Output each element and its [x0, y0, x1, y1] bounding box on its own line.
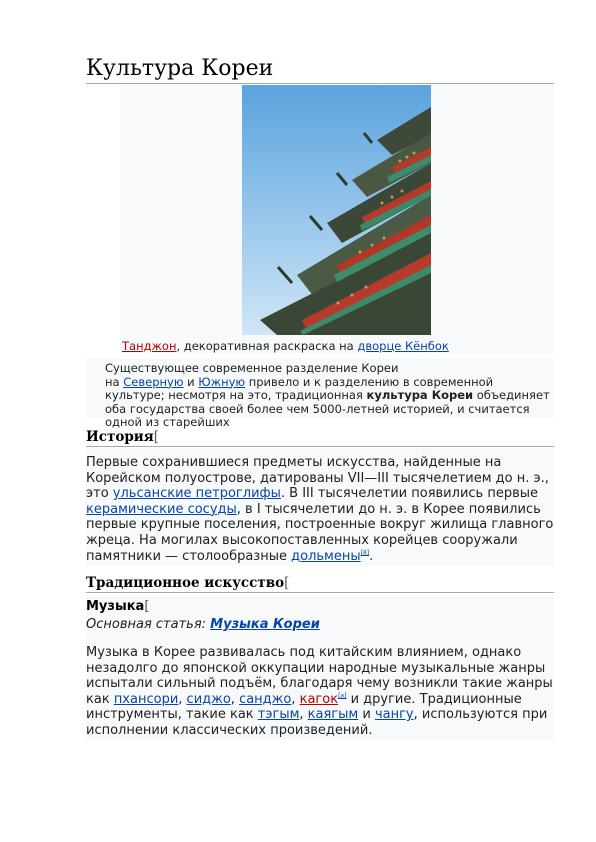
- link-sijo[interactable]: сиджо: [186, 691, 231, 707]
- page-title: Культура Кореи: [86, 56, 274, 81]
- music-paragraph: [86, 645, 554, 739]
- title-divider: [86, 83, 554, 84]
- heading-history-text: История: [86, 429, 154, 445]
- reference-8[interactable]: [8]: [360, 549, 370, 557]
- music-text: Музыка в Корее развивалась под китайским влиянием, однако незадолго до японской оккупации народные музыкальные жанры испытали сильный подъём, благодаря чему возникли такие жанры как: [86, 645, 553, 707]
- link-pansori[interactable]: пхансори: [113, 691, 179, 707]
- intro-text: на: [105, 374, 124, 389]
- intro-line1: Существующее современное разделение Кореи: [105, 361, 399, 375]
- caption-link-palace[interactable]: дворце Кёнбок: [357, 339, 449, 353]
- link-pottery[interactable]: керамические сосуды: [86, 501, 237, 517]
- pagoda-roof-image: [242, 85, 431, 335]
- link-gayageum[interactable]: каягым: [307, 707, 359, 723]
- music-text: ,: [230, 691, 240, 707]
- history-divider: [86, 446, 554, 447]
- edit-bracket[interactable]: [: [284, 575, 290, 591]
- link-north-korea[interactable]: Северную: [123, 374, 184, 389]
- link-petroglyphs[interactable]: ульсанские петроглифы: [112, 486, 281, 502]
- intro-text: привело и к разделению в современной культуре; несмотря на это, традиционная: [105, 374, 494, 402]
- music-text: и другие. Традиционные инструменты, такие как: [86, 691, 522, 723]
- history-text: .: [369, 548, 374, 564]
- heading-music: [86, 599, 149, 614]
- music-text: ,: [291, 691, 300, 707]
- figure-caption: [122, 339, 449, 353]
- history-text: Первые сохранившиеся предметы искусства, найденные на Корейском полуострове, датированы VII—III тысячелетием до н. э., это: [86, 455, 549, 502]
- caption-link-tandzhon[interactable]: Танджон: [122, 339, 177, 353]
- heading-music-text: Музыка: [86, 599, 145, 614]
- hatnote: [86, 617, 320, 632]
- music-text: и: [358, 707, 375, 723]
- history-text: , в I тысячелетии до н. э. в Корее появились первые крупные поселения, построенные вокруг жилища главного жреца. На могилах высокопоставленных корейцев сооружали памятники — столообразные: [86, 501, 554, 564]
- link-music-of-korea[interactable]: Музыка Кореи: [210, 617, 320, 632]
- link-dolmens[interactable]: дольмены: [291, 548, 361, 564]
- edit-bracket[interactable]: [: [144, 599, 150, 614]
- reference-a[interactable]: [a]: [338, 692, 347, 700]
- intro-paragraph: [105, 362, 555, 430]
- music-text: , используются при исполнении классических произведений.: [86, 707, 548, 738]
- link-janggu[interactable]: чангу: [374, 707, 414, 723]
- edit-bracket[interactable]: [: [153, 429, 160, 445]
- hatnote-prefix: Основная статья:: [86, 617, 211, 632]
- link-taegeum[interactable]: тэгым: [257, 707, 300, 723]
- music-text: ,: [178, 691, 187, 707]
- history-paragraph: [86, 455, 554, 564]
- heading-traditional-art: [86, 575, 289, 591]
- heading-traditional-text: Традиционное искусство: [86, 575, 285, 591]
- music-text: ,: [299, 707, 308, 723]
- heading-history: [86, 429, 159, 445]
- caption-text: , декоративная раскраска на: [176, 339, 358, 353]
- traditional-divider: [86, 592, 554, 593]
- link-sanjo[interactable]: санджо: [239, 691, 292, 707]
- history-text: . В III тысячелетии появились первые: [280, 486, 539, 502]
- intro-bold-term: культура Кореи: [366, 388, 474, 402]
- intro-text: объединяет оба государства своей более чем 5000-летней историей, и считается одной из старейших: [105, 388, 550, 429]
- link-gagok[interactable]: кагок: [299, 691, 339, 707]
- intro-text: и: [183, 374, 199, 389]
- link-south-korea[interactable]: Южную: [198, 374, 246, 389]
